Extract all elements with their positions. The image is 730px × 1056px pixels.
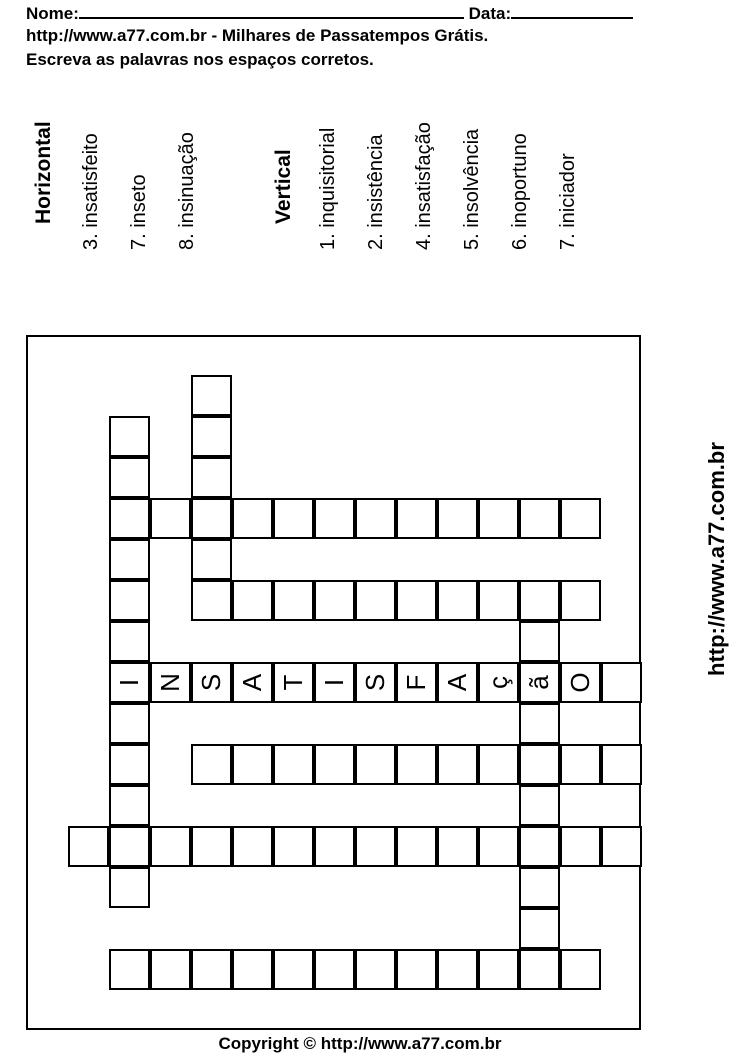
grid-letter: ã xyxy=(524,675,554,690)
clue-horizontal-3: 3. insatisfeito xyxy=(80,133,102,250)
grid-cell[interactable] xyxy=(519,867,560,908)
grid-cell[interactable] xyxy=(232,662,273,703)
grid-cell[interactable] xyxy=(437,744,478,785)
grid-cell[interactable] xyxy=(478,498,519,539)
grid-cell[interactable] xyxy=(232,826,273,867)
grid-cell[interactable] xyxy=(273,744,314,785)
grid-cell[interactable] xyxy=(396,662,437,703)
grid-cell[interactable] xyxy=(232,498,273,539)
grid-cell[interactable] xyxy=(68,826,109,867)
grid-cell[interactable] xyxy=(273,580,314,621)
grid-cell[interactable] xyxy=(109,949,150,990)
vertical-title: Vertical xyxy=(272,149,295,224)
grid-cell[interactable] xyxy=(109,580,150,621)
grid-cell[interactable] xyxy=(232,949,273,990)
grid-cell[interactable] xyxy=(191,949,232,990)
grid-cell[interactable] xyxy=(519,949,560,990)
grid-cell[interactable] xyxy=(396,498,437,539)
clue-vertical-7: 7. iniciador xyxy=(557,153,579,250)
clue-vertical-4: 4. insatisfação xyxy=(413,122,435,250)
grid-cell[interactable] xyxy=(191,580,232,621)
grid-cell[interactable] xyxy=(437,949,478,990)
grid-cell[interactable] xyxy=(601,744,642,785)
grid-cell[interactable] xyxy=(437,580,478,621)
grid-cell[interactable] xyxy=(273,662,314,703)
copyright: Copyright © http://www.a77.com.br xyxy=(218,1034,502,1053)
grid-cell[interactable] xyxy=(560,949,601,990)
grid-cell[interactable] xyxy=(601,826,642,867)
grid-cell[interactable] xyxy=(478,826,519,867)
grid-letter: N xyxy=(155,673,185,692)
grid-cell[interactable] xyxy=(437,662,478,703)
grid-cell[interactable] xyxy=(560,744,601,785)
site-url-line: http://www.a77.com.br - Milhares de Passatempos Grátis. xyxy=(26,26,489,45)
grid-cell[interactable] xyxy=(396,580,437,621)
grid-cell[interactable] xyxy=(191,662,232,703)
grid-cell[interactable] xyxy=(109,662,150,703)
grid-cell[interactable] xyxy=(109,621,150,662)
grid-cell[interactable] xyxy=(355,498,396,539)
grid-cell[interactable] xyxy=(355,949,396,990)
grid-cell[interactable] xyxy=(191,826,232,867)
grid-cell[interactable] xyxy=(355,826,396,867)
grid-cell[interactable] xyxy=(150,662,191,703)
grid-letter: O xyxy=(565,672,595,693)
grid-cell[interactable] xyxy=(478,662,519,703)
grid-cell[interactable] xyxy=(314,580,355,621)
grid-cell[interactable] xyxy=(396,744,437,785)
clue-vertical-2: 2. insistência xyxy=(365,134,387,250)
grid-cell[interactable] xyxy=(191,457,232,498)
grid-cell[interactable] xyxy=(560,580,601,621)
grid-cell[interactable] xyxy=(109,785,150,826)
grid-cell[interactable] xyxy=(519,621,560,662)
grid-letter: ç xyxy=(483,676,513,689)
date-label: Data: xyxy=(468,4,512,23)
grid-cell[interactable] xyxy=(560,662,601,703)
grid-cell[interactable] xyxy=(519,662,560,703)
grid-cell[interactable] xyxy=(150,949,191,990)
horizontal-title: Horizontal xyxy=(32,121,55,224)
grid-cell[interactable] xyxy=(273,949,314,990)
grid-cell[interactable] xyxy=(150,498,191,539)
clue-vertical-6: 6. inoportuno xyxy=(509,133,531,250)
grid-cell[interactable] xyxy=(437,826,478,867)
grid-cell[interactable] xyxy=(519,703,560,744)
grid-letter: I xyxy=(114,678,144,687)
grid-cell[interactable] xyxy=(437,498,478,539)
grid-cell[interactable] xyxy=(273,498,314,539)
date-blank[interactable] xyxy=(511,3,633,19)
grid-cell[interactable] xyxy=(273,826,314,867)
grid-cell[interactable] xyxy=(191,539,232,580)
grid-cell[interactable] xyxy=(150,826,191,867)
grid-cell[interactable] xyxy=(560,826,601,867)
grid-letter: I xyxy=(319,678,349,687)
instructions: Escreva as palavras nos espaços corretos. xyxy=(26,50,374,69)
grid-letter: S xyxy=(360,673,390,692)
grid-cell[interactable] xyxy=(109,416,150,457)
grid-cell[interactable] xyxy=(314,498,355,539)
grid-cell[interactable] xyxy=(191,416,232,457)
grid-cell[interactable] xyxy=(478,949,519,990)
name-date-line xyxy=(26,3,633,24)
grid-cell[interactable] xyxy=(314,662,355,703)
grid-cell[interactable] xyxy=(109,826,150,867)
grid-letter: T xyxy=(278,674,308,691)
grid-cell[interactable] xyxy=(109,703,150,744)
grid-cell[interactable] xyxy=(109,498,150,539)
grid-cell[interactable] xyxy=(519,785,560,826)
grid-cell[interactable] xyxy=(519,498,560,539)
grid-cell[interactable] xyxy=(560,498,601,539)
grid-cell[interactable] xyxy=(109,457,150,498)
grid-cell[interactable] xyxy=(314,744,355,785)
grid-cell[interactable] xyxy=(519,908,560,949)
grid-cell[interactable] xyxy=(601,662,642,703)
grid-cell[interactable] xyxy=(314,949,355,990)
grid-cell[interactable] xyxy=(355,580,396,621)
grid-cell[interactable] xyxy=(396,949,437,990)
grid-cell[interactable] xyxy=(355,662,396,703)
grid-cell[interactable] xyxy=(232,744,273,785)
grid-cell[interactable] xyxy=(232,580,273,621)
grid-cell[interactable] xyxy=(478,580,519,621)
name-blank[interactable] xyxy=(79,3,464,19)
clue-vertical-1: 1. inquisitorial xyxy=(317,127,339,250)
grid-cell[interactable] xyxy=(109,744,150,785)
name-label: Nome: xyxy=(26,4,79,23)
grid-letter: A xyxy=(237,673,267,692)
grid-letter: S xyxy=(196,673,226,692)
grid-cell[interactable] xyxy=(191,744,232,785)
grid-cell[interactable] xyxy=(519,826,560,867)
grid-letter: A xyxy=(442,673,472,692)
grid-cell[interactable] xyxy=(191,498,232,539)
grid-cell[interactable] xyxy=(109,539,150,580)
grid-cell[interactable] xyxy=(314,826,355,867)
clue-vertical-5: 5. insolvência xyxy=(461,128,483,250)
grid-cell[interactable] xyxy=(109,867,150,908)
grid-letter: F xyxy=(401,674,431,691)
clue-horizontal-7: 7. inseto xyxy=(128,174,150,250)
side-url: http://www.a77.com.br xyxy=(704,442,729,676)
grid-cell[interactable] xyxy=(478,744,519,785)
grid-cell[interactable] xyxy=(396,826,437,867)
grid-cell[interactable] xyxy=(519,580,560,621)
grid-cell[interactable] xyxy=(355,744,396,785)
grid-cell[interactable] xyxy=(191,375,232,416)
clue-horizontal-8: 8. insinuação xyxy=(176,132,198,250)
grid-cell[interactable] xyxy=(519,744,560,785)
